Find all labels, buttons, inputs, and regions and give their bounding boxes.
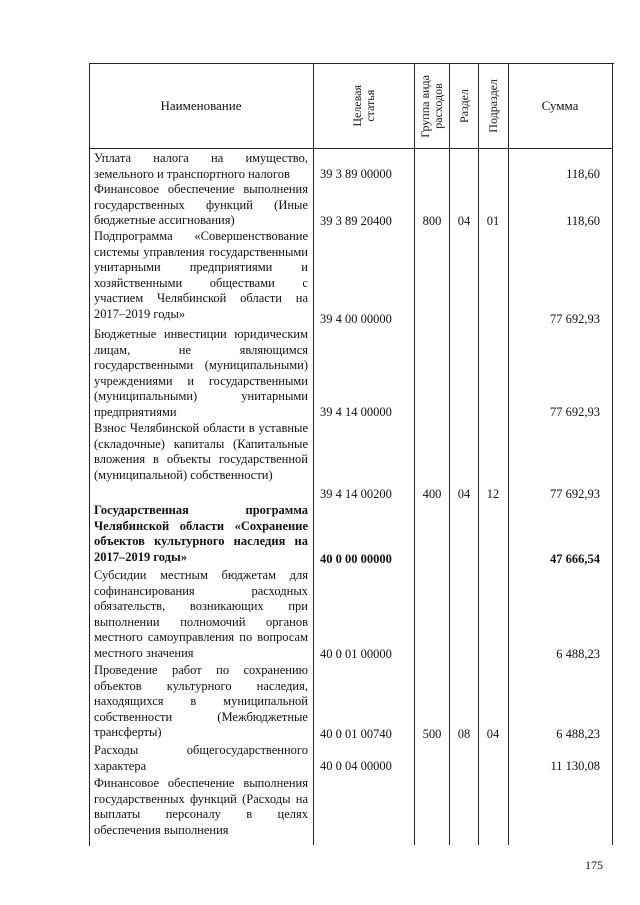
row-section: 08 xyxy=(457,727,471,741)
row-group: 500 xyxy=(422,727,442,741)
row-code: 39 3 89 20400 xyxy=(320,214,392,228)
column-divider xyxy=(508,63,509,845)
row-group: 400 xyxy=(422,487,442,501)
row-code: 40 0 04 00000 xyxy=(320,759,392,773)
row-code: 39 4 14 00000 xyxy=(320,405,392,419)
row-section: 04 xyxy=(457,214,471,228)
row-sum: 11 130,08 xyxy=(550,759,600,773)
column-divider xyxy=(612,63,613,845)
row-subsection: 12 xyxy=(486,487,500,501)
row-sum: 77 692,93 xyxy=(550,487,600,501)
header-group-text: Группа вида расходов xyxy=(418,74,445,138)
row-name: Финансовое обеспечение выполнения государственных функций (Расходы на выплаты персоналу в целях обеспечения выполнения xyxy=(94,776,308,837)
row-sum: 6 488,23 xyxy=(556,727,600,741)
row-name: Уплата налога на имущество, земельного и транспортного налогов xyxy=(94,151,308,181)
row-name: Государственная программа Челябинской области «Сохранение объектов культурного наследия на 2017–2019 годы» xyxy=(94,503,308,564)
row-name: Проведение работ по сохранению объектов культурного наследия, находящихся в муниципальной собственности (Межбюджетные трансферты) xyxy=(94,663,308,740)
row-code: 40 0 01 00000 xyxy=(320,647,392,661)
row-code: 40 0 01 00740 xyxy=(320,727,392,741)
row-sum: 118,60 xyxy=(566,214,600,228)
header-subsection xyxy=(479,64,508,148)
row-code: 39 4 14 00200 xyxy=(320,487,392,501)
row-name: Бюджетные инвестиции юридическим лицам, не являющимся государственными (муниципальными) учреждениями и государственными (муниципальными) унитарными предприятиями xyxy=(94,327,308,419)
header-subsection-text: Подраздел xyxy=(486,79,500,133)
header-group xyxy=(415,64,449,148)
row-name: Расходы общегосударственного характера xyxy=(94,743,308,773)
column-divider xyxy=(414,63,415,845)
row-section: 04 xyxy=(457,487,471,501)
header-name: Наименование xyxy=(160,98,242,113)
row-name: Взнос Челябинской области в уставные (складочные) капиталы (Капитальные вложения в объекты государственной (муниципальной) собственности) xyxy=(94,421,308,482)
row-sum: 77 692,93 xyxy=(550,405,600,419)
row-sum: 6 488,23 xyxy=(556,647,600,661)
row-name: Подпрограмма «Совершенствование системы управления государственными унитарными предприятиями и хозяйственными обществами с участием Челябинской области на 2017–2019 годы» xyxy=(94,229,308,321)
header-sum: Сумма xyxy=(541,98,579,113)
column-divider xyxy=(478,63,479,845)
column-divider xyxy=(449,63,450,845)
row-group: 800 xyxy=(422,214,442,228)
row-sum: 47 666,54 xyxy=(550,552,600,566)
row-name: Субсидии местным бюджетам для софинансирования расходных обязательств, возникающих при выполнении полномочий органов местного самоуправления по вопросам местного значения xyxy=(94,568,308,660)
row-subsection: 01 xyxy=(486,214,500,228)
row-subsection: 04 xyxy=(486,727,500,741)
header-section xyxy=(450,64,478,148)
row-name: Финансовое обеспечение выполнения государственных функций (Иные бюджетные ассигнования) xyxy=(94,182,308,228)
row-sum: 118,60 xyxy=(566,167,600,181)
row-code: 40 0 00 00000 xyxy=(320,552,392,566)
header-section-text: Раздел xyxy=(456,89,471,123)
header-divider xyxy=(89,148,613,149)
column-divider xyxy=(313,63,314,845)
header-target-text: Целевая статья xyxy=(350,85,377,127)
page-number: 175 xyxy=(585,858,603,872)
row-code: 39 4 00 00000 xyxy=(320,312,392,326)
header-target xyxy=(314,64,414,148)
row-sum: 77 692,93 xyxy=(550,312,600,326)
row-code: 39 3 89 00000 xyxy=(320,167,392,181)
